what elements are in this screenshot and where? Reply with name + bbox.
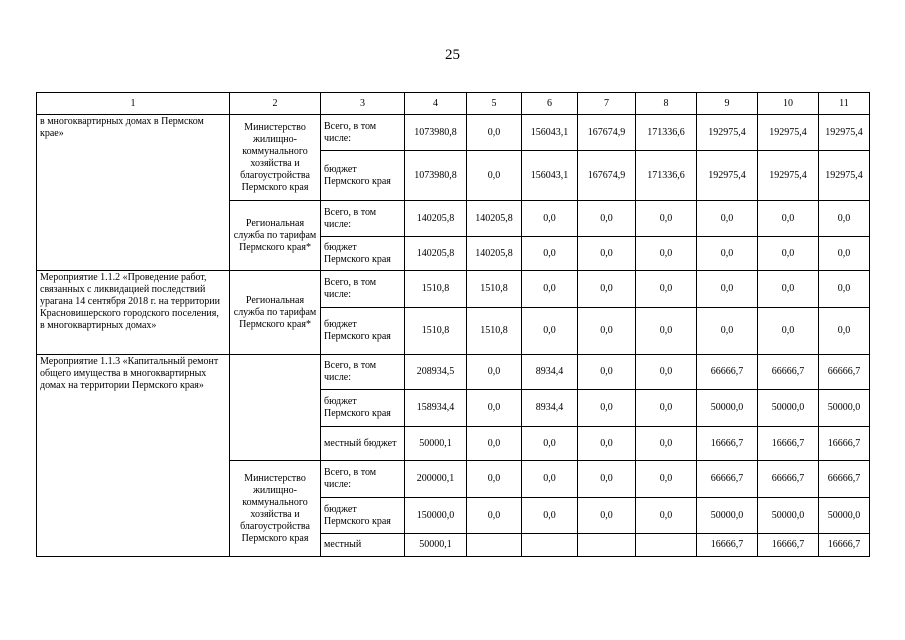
funding-source: Всего, в том числе:	[321, 115, 405, 151]
value-cell: 1510,8	[467, 308, 522, 355]
value-cell: 0,0	[636, 201, 697, 237]
value-cell: 167674,9	[578, 151, 636, 201]
value-cell: 0,0	[819, 308, 870, 355]
value-cell: 192975,4	[819, 115, 870, 151]
value-cell: 16666,7	[697, 427, 758, 461]
value-cell: 167674,9	[578, 115, 636, 151]
funding-source: бюджет Пермского края	[321, 390, 405, 427]
value-cell: 0,0	[758, 271, 819, 308]
value-cell: 0,0	[636, 461, 697, 498]
value-cell: 192975,4	[697, 115, 758, 151]
value-cell: 1073980,8	[405, 115, 467, 151]
value-cell: 0,0	[467, 498, 522, 534]
funding-source: Всего, в том числе:	[321, 355, 405, 390]
activity-description: Мероприятие 1.1.3 «Капитальный ремонт общего имущества в многоквартирных домах на территории Пермского края»	[37, 355, 230, 557]
budget-table	[36, 92, 870, 557]
header-cell: 9	[697, 93, 758, 115]
activity-description: в многоквартирных домах в Пермском крае»	[37, 115, 230, 271]
value-cell	[467, 534, 522, 557]
value-cell: 8934,4	[522, 390, 578, 427]
value-cell: 0,0	[636, 237, 697, 271]
header-cell: 5	[467, 93, 522, 115]
value-cell: 171336,6	[636, 115, 697, 151]
value-cell: 0,0	[636, 308, 697, 355]
value-cell: 0,0	[467, 390, 522, 427]
responsible-org: Министерство жилищно-коммунального хозяйства и благоустройства Пермского края	[230, 461, 321, 557]
value-cell: 192975,4	[758, 151, 819, 201]
page-number: 25	[445, 47, 460, 63]
responsible-org-empty	[230, 355, 321, 461]
value-cell: 66666,7	[697, 355, 758, 390]
header-cell: 10	[758, 93, 819, 115]
value-cell: 0,0	[578, 308, 636, 355]
value-cell: 50000,0	[697, 390, 758, 427]
funding-source: Всего, в том числе:	[321, 461, 405, 498]
value-cell: 50000,0	[819, 390, 870, 427]
value-cell: 0,0	[578, 390, 636, 427]
value-cell: 140205,8	[405, 237, 467, 271]
value-cell: 140205,8	[467, 237, 522, 271]
value-cell	[636, 534, 697, 557]
value-cell: 192975,4	[819, 151, 870, 201]
funding-source: Всего, в том числе:	[321, 271, 405, 308]
value-cell: 16666,7	[758, 427, 819, 461]
value-cell: 0,0	[819, 237, 870, 271]
value-cell: 0,0	[578, 498, 636, 534]
header-cell: 6	[522, 93, 578, 115]
value-cell: 50000,0	[758, 498, 819, 534]
header-row	[37, 93, 870, 115]
value-cell: 0,0	[578, 271, 636, 308]
value-cell: 0,0	[697, 201, 758, 237]
value-cell: 150000,0	[405, 498, 467, 534]
value-cell	[578, 534, 636, 557]
value-cell: 0,0	[522, 237, 578, 271]
value-cell: 1510,8	[405, 308, 467, 355]
header-cell: 4	[405, 93, 467, 115]
table-row	[37, 115, 870, 151]
activity-description: Мероприятие 1.1.2 «Проведение работ, связанных с ликвидацией последствий урагана 14 сентября 2018 г. на территории Красновишерского городского поселения, в многоквартирных домах»	[37, 271, 230, 355]
value-cell: 66666,7	[819, 461, 870, 498]
funding-source: бюджет Пермского края	[321, 151, 405, 201]
value-cell: 0,0	[578, 427, 636, 461]
value-cell: 0,0	[697, 237, 758, 271]
header-cell: 7	[578, 93, 636, 115]
value-cell: 0,0	[758, 237, 819, 271]
value-cell: 156043,1	[522, 151, 578, 201]
value-cell: 0,0	[636, 355, 697, 390]
value-cell	[522, 534, 578, 557]
funding-source: местный	[321, 534, 405, 557]
value-cell: 0,0	[467, 355, 522, 390]
value-cell: 192975,4	[758, 115, 819, 151]
value-cell: 1510,8	[467, 271, 522, 308]
value-cell: 0,0	[522, 201, 578, 237]
header-cell: 1	[37, 93, 230, 115]
value-cell: 0,0	[636, 390, 697, 427]
header-cell: 8	[636, 93, 697, 115]
value-cell: 0,0	[522, 308, 578, 355]
value-cell: 16666,7	[819, 534, 870, 557]
responsible-org: Региональная служба по тарифам Пермского края*	[230, 201, 321, 271]
value-cell: 50000,1	[405, 427, 467, 461]
value-cell: 66666,7	[819, 355, 870, 390]
value-cell: 0,0	[467, 115, 522, 151]
value-cell: 0,0	[819, 271, 870, 308]
value-cell: 0,0	[697, 271, 758, 308]
value-cell: 0,0	[522, 427, 578, 461]
value-cell: 0,0	[578, 355, 636, 390]
value-cell: 1073980,8	[405, 151, 467, 201]
value-cell: 66666,7	[758, 355, 819, 390]
value-cell: 158934,4	[405, 390, 467, 427]
value-cell: 66666,7	[697, 461, 758, 498]
value-cell: 0,0	[467, 427, 522, 461]
header-cell: 3	[321, 93, 405, 115]
value-cell: 16666,7	[697, 534, 758, 557]
funding-source: местный бюджет	[321, 427, 405, 461]
value-cell: 0,0	[467, 151, 522, 201]
value-cell: 0,0	[522, 271, 578, 308]
value-cell: 66666,7	[758, 461, 819, 498]
table-row	[37, 271, 870, 308]
value-cell: 50000,1	[405, 534, 467, 557]
value-cell: 0,0	[758, 201, 819, 237]
value-cell: 1510,8	[405, 271, 467, 308]
responsible-org: Министерство жилищно-коммунального хозяйства и благоустройства Пермского края	[230, 115, 321, 201]
value-cell: 0,0	[522, 461, 578, 498]
value-cell: 0,0	[819, 201, 870, 237]
funding-source: Всего, в том числе:	[321, 201, 405, 237]
value-cell: 0,0	[636, 271, 697, 308]
value-cell: 16666,7	[819, 427, 870, 461]
value-cell: 200000,1	[405, 461, 467, 498]
value-cell: 0,0	[578, 237, 636, 271]
value-cell: 0,0	[758, 308, 819, 355]
value-cell: 156043,1	[522, 115, 578, 151]
value-cell: 171336,6	[636, 151, 697, 201]
header-cell: 11	[819, 93, 870, 115]
value-cell: 0,0	[636, 427, 697, 461]
value-cell: 208934,5	[405, 355, 467, 390]
value-cell: 140205,8	[467, 201, 522, 237]
value-cell: 0,0	[467, 461, 522, 498]
value-cell: 50000,0	[758, 390, 819, 427]
page-bottom-margin	[0, 584, 905, 640]
header-cell: 2	[230, 93, 321, 115]
value-cell: 140205,8	[405, 201, 467, 237]
value-cell: 0,0	[578, 461, 636, 498]
value-cell: 50000,0	[819, 498, 870, 534]
value-cell: 0,0	[578, 201, 636, 237]
table-row	[37, 355, 870, 390]
funding-source: бюджет Пермского края	[321, 308, 405, 355]
funding-source: бюджет Пермского края	[321, 237, 405, 271]
value-cell: 16666,7	[758, 534, 819, 557]
value-cell: 0,0	[522, 498, 578, 534]
value-cell: 0,0	[636, 498, 697, 534]
funding-source: бюджет Пермского края	[321, 498, 405, 534]
value-cell: 0,0	[697, 308, 758, 355]
value-cell: 8934,4	[522, 355, 578, 390]
responsible-org: Региональная служба по тарифам Пермского края*	[230, 271, 321, 355]
value-cell: 192975,4	[697, 151, 758, 201]
value-cell: 50000,0	[697, 498, 758, 534]
